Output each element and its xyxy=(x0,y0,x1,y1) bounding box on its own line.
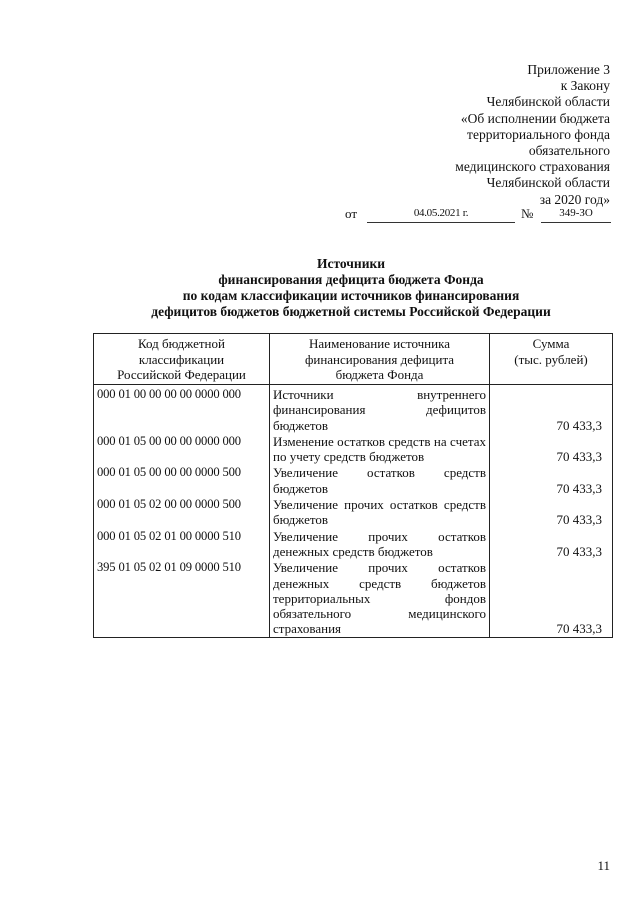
number-label: № xyxy=(521,206,534,221)
row-name: Увеличение прочих остатков денежных средств бюджетов территориальных фондов обязательного медицинского страхования xyxy=(270,559,490,637)
row-code: 000 01 00 00 00 00 0000 000 xyxy=(94,385,270,433)
row-sum: 70 433,3 xyxy=(490,385,613,433)
row-sum: 70 433,3 xyxy=(490,433,613,465)
table-row xyxy=(94,559,613,637)
appendix-line: к Закону xyxy=(560,78,610,94)
header-sum: Сумма (тыс. рублей) xyxy=(490,334,613,385)
page-number: 11 xyxy=(597,858,610,873)
table-row xyxy=(94,433,613,465)
appendix-line: территориального фонда xyxy=(467,126,610,142)
row-code: 000 01 05 00 00 00 0000 000 xyxy=(94,433,270,465)
appendix-line: за 2020 год» xyxy=(539,191,610,207)
law-date-number xyxy=(345,206,615,224)
appendix-line: медицинского страхования xyxy=(455,159,610,175)
title-line: по кодам классификации источников финансирования xyxy=(182,288,520,303)
header-code: Код бюджетной классификации Российской Федерации xyxy=(94,334,270,385)
row-code: 000 01 05 02 01 00 0000 510 xyxy=(94,528,270,560)
row-sum: 70 433,3 xyxy=(490,559,613,637)
row-sum: 70 433,3 xyxy=(490,528,613,560)
table-row xyxy=(94,528,613,560)
title-line: финансирования дефицита бюджета Фонда xyxy=(218,272,484,287)
row-code: 000 01 05 00 00 00 0000 500 xyxy=(94,464,270,496)
row-name: Изменение остатков средств на счетах по учету средств бюджетов xyxy=(270,433,490,465)
appendix-header xyxy=(350,62,610,208)
title-line: Источники xyxy=(316,256,386,271)
appendix-line: Приложение 3 xyxy=(527,62,610,77)
row-code: 000 01 05 02 00 00 0000 500 xyxy=(94,496,270,528)
appendix-line: Челябинской области xyxy=(486,175,610,191)
table-row xyxy=(94,464,613,496)
row-name: Увеличение прочих остатков средств бюджетов xyxy=(270,496,490,528)
sources-table xyxy=(93,333,613,638)
row-sum: 70 433,3 xyxy=(490,496,613,528)
appendix-line: Челябинской области xyxy=(486,94,610,110)
table-row xyxy=(94,385,613,433)
header-name: Наименование источника финансирования дефицита бюджета Фонда xyxy=(270,334,490,385)
law-date: 04.05.2021 г. xyxy=(367,207,515,223)
appendix-line: «Об исполнении бюджета xyxy=(460,110,610,126)
law-number: 349-ЗО xyxy=(541,207,611,223)
row-name: Увеличение прочих остатков денежных средств бюджетов xyxy=(270,528,490,560)
table-row xyxy=(94,496,613,528)
from-label: от xyxy=(345,206,358,221)
table-header-row xyxy=(94,334,613,385)
appendix-line: обязательного xyxy=(528,143,610,159)
row-name: Увеличение остатков средств бюджетов xyxy=(270,464,490,496)
title-line: дефицитов бюджетов бюджетной системы Российской Федерации xyxy=(151,304,551,319)
row-code: 395 01 05 02 01 09 0000 510 xyxy=(94,559,270,637)
document-title xyxy=(90,256,612,320)
row-sum: 70 433,3 xyxy=(490,464,613,496)
row-name: Источники внутреннего финансирования дефицитов бюджетов xyxy=(270,385,490,433)
